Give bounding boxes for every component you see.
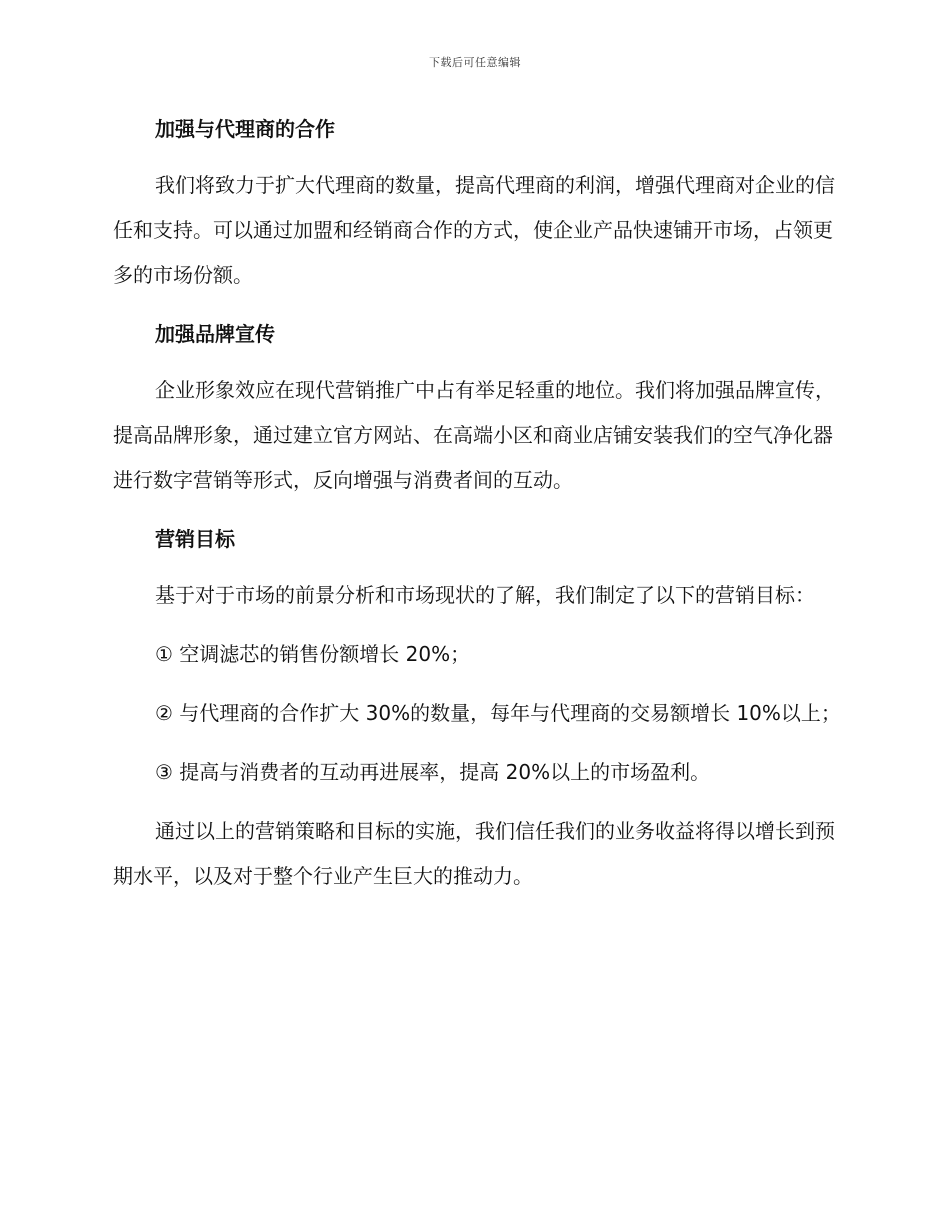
- section-heading-cooperation: 加强与代理商的合作: [155, 117, 335, 141]
- goal-item-3: ③ 提高与消费者的互动再进展率，提高 20%以上的市场盈利。: [155, 760, 711, 784]
- section-heading-branding: 加强品牌宣传: [155, 322, 275, 346]
- goal-item-2: ② 与代理商的合作扩大 30%的数量，每年与代理商的交易额增长 10%以上；: [155, 701, 841, 725]
- section-heading-goals: 营销目标: [155, 527, 235, 551]
- document-content: [113, 113, 843, 899]
- paragraph-conclusion: 通过以上的营销策略和目标的实施，我们信任我们的业务收益将得以增长到预期水平，以及对于整个行业产生巨大的推动力。: [113, 819, 835, 888]
- goal-item-1: ① 空调滤芯的销售份额增长 20%；: [155, 642, 471, 666]
- paragraph-branding: 企业形象效应在现代营销推广中占有举足轻重的地位。我们将加强品牌宣传，提高品牌形象，通过建立官方网站、在高端小区和商业店铺安装我们的空气净化器进行数字营销等形式，反向增强与消费者间的互动。: [113, 378, 835, 492]
- paragraph-goals-intro: 基于对于市场的前景分析和市场现状的了解，我们制定了以下的营销目标：: [155, 583, 815, 607]
- header-note: 下载后可任意编辑: [429, 56, 521, 69]
- paragraph-cooperation: 我们将致力于扩大代理商的数量，提高代理商的利润，增强代理商对企业的信任和支持。可以通过加盟和经销商合作的方式，使企业产品快速铺开市场，占领更多的市场份额。: [113, 173, 835, 287]
